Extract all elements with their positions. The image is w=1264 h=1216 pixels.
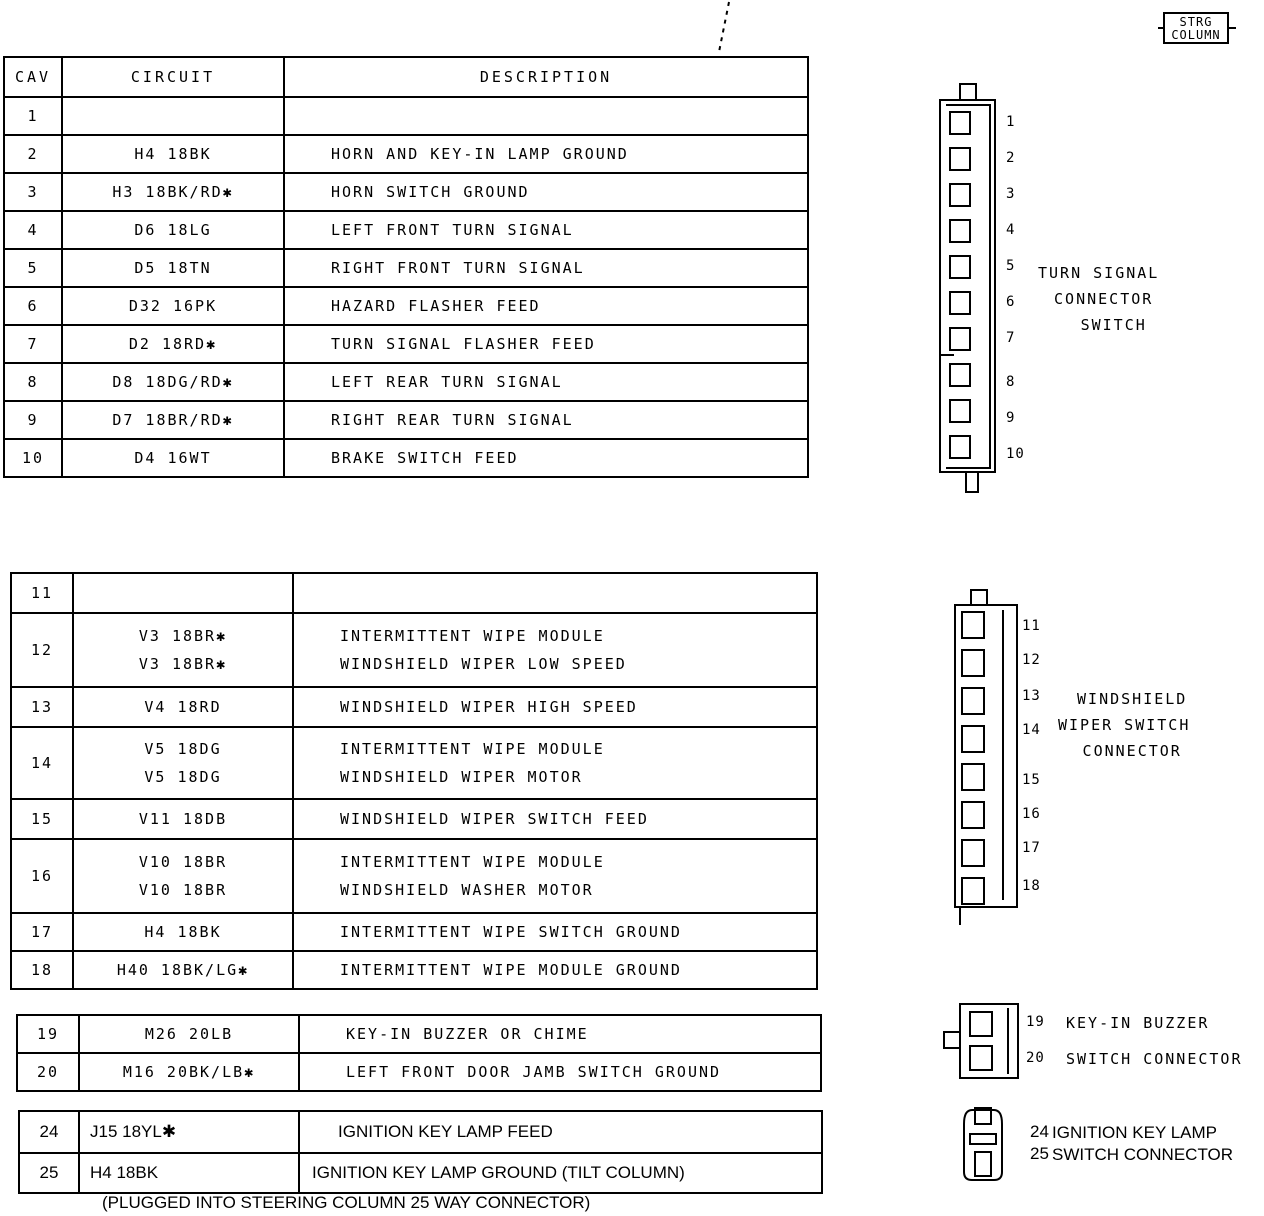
pin-number: 2 [1006,150,1016,166]
description-cell [284,249,808,287]
pin-number: 8 [1006,374,1016,390]
wiper-label [1058,686,1190,764]
description-cell [293,913,817,951]
table-row [4,401,808,439]
circuit-cell [73,573,293,613]
description-cell-line: HORN SWITCH GROUND [331,183,530,201]
description-cell-line: HORN AND KEY-IN LAMP GROUND [331,145,629,163]
pin-number: 9 [1006,410,1016,426]
label-line: WIPER SWITCH [1058,716,1191,734]
turn-signal-table [3,56,809,478]
table-row [4,249,808,287]
cav-cell: 7 [4,325,62,363]
description-cell-line: INTERMITTENT WIPE MODULE [340,627,605,645]
circuit-cell-line: V3 18BR✱ [138,627,228,645]
table-row [4,363,808,401]
header-circuit: CIRCUIT [62,57,284,97]
table-row [11,799,817,839]
description-cell [284,211,808,249]
table-header-row [4,57,808,97]
circuit-cell [73,687,293,727]
description-cell [299,1015,821,1053]
label-line: CONNECTOR [1054,290,1154,308]
pin-number: 12 [1022,652,1041,668]
circuit-cell [62,211,284,249]
pin-number: 24 [1030,1122,1049,1141]
description-cell-line: TURN SIGNAL FLASHER FEED [331,335,596,353]
description-cell-line: HAZARD FLASHER FEED [331,297,541,315]
table-row [19,1153,822,1193]
description-cell [293,839,817,913]
circuit-cell-line: H4 18BK [134,145,212,163]
circuit-cell [73,913,293,951]
turn-signal-label [1038,260,1159,338]
circuit-cell-line: H4 18BK [144,923,222,941]
cav-cell: 16 [11,839,73,913]
circuit-cell [62,363,284,401]
circuit-cell [62,173,284,211]
cav-cell: 20 [17,1053,79,1091]
pin-number: 15 [1022,772,1041,788]
cav-cell: 17 [11,913,73,951]
description-cell [299,1111,822,1153]
description-cell [284,363,808,401]
pin-number: 5 [1006,258,1016,274]
description-cell-line: LEFT FRONT TURN SIGNAL [331,221,574,239]
circuit-cell [73,613,293,687]
circuit-cell [62,97,284,135]
buzzer-connector-shape [944,1004,1018,1078]
pin-number: 19 [1026,1014,1045,1030]
table-row [17,1053,821,1091]
description-cell-line: LEFT FRONT DOOR JAMB SWITCH GROUND [346,1063,722,1081]
table-row [11,613,817,687]
description-cell-line: INTERMITTENT WIPE SWITCH GROUND [340,923,682,941]
header-description: DESCRIPTION [284,57,808,97]
circuit-cell-line: J15 18YL✱ [90,1122,177,1141]
description-cell-line: IGNITION KEY LAMP GROUND (TILT COLUMN) [312,1163,685,1182]
table-row [4,173,808,211]
circuit-cell-line: H3 18BK/RD✱ [112,183,234,201]
table-row [4,135,808,173]
description-cell [293,613,817,687]
turn-signal-connector-shape [940,84,995,492]
pin-number: 16 [1022,806,1041,822]
circuit-cell [79,1015,299,1053]
circuit-cell [73,727,293,799]
circuit-cell-line: D5 18TN [134,259,212,277]
cav-cell: 24 [19,1111,79,1153]
cav-cell: 4 [4,211,62,249]
circuit-cell [73,951,293,989]
pin-number: 25 [1030,1144,1049,1163]
cav-cell: 6 [4,287,62,325]
cav-cell: 5 [4,249,62,287]
table-row [19,1111,822,1153]
cav-cell: 2 [4,135,62,173]
description-cell [284,401,808,439]
description-cell-line: LEFT REAR TURN SIGNAL [331,373,563,391]
description-cell [284,97,808,135]
cav-cell: 19 [17,1015,79,1053]
cav-cell: 10 [4,439,62,477]
description-cell [284,135,808,173]
description-cell-line: WINDSHIELD WIPER LOW SPEED [340,655,627,673]
description-cell-line: RIGHT REAR TURN SIGNAL [331,411,574,429]
description-cell-line: WINDSHIELD WIPER HIGH SPEED [340,698,638,716]
table-row [11,839,817,913]
circuit-cell [62,287,284,325]
circuit-cell-line: M16 20BK/LB✱ [122,1063,256,1081]
circuit-cell-line: V4 18RD [144,698,222,716]
description-cell-line: KEY-IN BUZZER OR CHIME [346,1025,589,1043]
table-row [4,439,808,477]
column-label: COLUMN [1171,28,1221,42]
buzzer-label-2: SWITCH CONNECTOR [1066,1050,1243,1068]
table-row [11,687,817,727]
circuit-cell-line: M26 20LB [144,1025,234,1043]
cav-cell: 25 [19,1153,79,1193]
description-cell-line: INTERMITTENT WIPE MODULE [340,853,605,871]
cav-cell: 8 [4,363,62,401]
cav-cell: 14 [11,727,73,799]
circuit-cell-line: H40 18BK/LG✱ [116,961,250,979]
pin-number: 18 [1022,878,1041,894]
label-line: TURN SIGNAL [1038,264,1160,282]
circuit-cell-line: V10 18BR [138,853,228,871]
description-cell-line: WINDSHIELD WIPER MOTOR [340,768,583,786]
description-cell-line: INTERMITTENT WIPE MODULE GROUND [340,961,682,979]
table-row [4,97,808,135]
circuit-cell-line: V5 18DG [144,740,222,758]
circuit-cell [62,249,284,287]
circuit-cell-line: D7 18BR/RD✱ [112,411,234,429]
header-cav: CAV [4,57,62,97]
table-row [4,211,808,249]
ignition-connector-shape [964,1108,1002,1180]
circuit-cell-line: D8 18DG/RD✱ [112,373,234,391]
circuit-cell-line: V5 18DG [144,768,222,786]
pin-number: 17 [1022,840,1041,856]
table-row [11,727,817,799]
description-cell [293,799,817,839]
circuit-cell-line: D32 16PK [128,297,218,315]
description-cell-line: BRAKE SWITCH FEED [331,449,519,467]
cav-cell: 15 [11,799,73,839]
pin-number: 1 [1006,114,1016,130]
steering-column-box [1163,12,1229,44]
table-row [11,913,817,951]
table-row [4,287,808,325]
cav-cell: 13 [11,687,73,727]
label-line: WINDSHIELD [1077,690,1188,708]
cav-cell: 1 [4,97,62,135]
circuit-cell-line: V10 18BR [138,881,228,899]
description-cell [284,439,808,477]
description-cell [299,1153,822,1193]
circuit-cell [79,1111,299,1153]
description-cell-line: IGNITION KEY LAMP FEED [338,1122,553,1141]
circuit-cell-line: D2 18RD✱ [128,335,218,353]
circuit-cell [62,401,284,439]
pin-number: 20 [1026,1050,1045,1066]
pin-number: 6 [1006,294,1016,310]
cav-cell: 12 [11,613,73,687]
circuit-cell [73,799,293,839]
pin-number: 10 [1006,446,1025,462]
description-cell-line: WINDSHIELD WASHER MOTOR [340,881,594,899]
wiper-table [10,572,818,990]
description-cell [293,951,817,989]
label-line: SWITCH [1080,316,1147,334]
circuit-cell [73,839,293,913]
description-cell [293,573,817,613]
pin-number: 7 [1006,330,1016,346]
pin-number: 11 [1022,618,1041,634]
description-cell [293,687,817,727]
description-cell-line: WINDSHIELD WIPER SWITCH FEED [340,810,649,828]
pin-number: 3 [1006,186,1016,202]
strg-label: STRG [1179,15,1213,29]
circuit-cell-line: V3 18BR✱ [138,655,228,673]
ignition-label-2: SWITCH CONNECTOR [1052,1145,1234,1164]
cav-cell: 9 [4,401,62,439]
wiper-connector-shape [955,590,1017,925]
circuit-cell-line: H4 18BK [90,1163,159,1182]
description-cell [293,727,817,799]
pin-number: 13 [1022,688,1041,704]
circuit-cell [62,439,284,477]
description-cell-line: INTERMITTENT WIPE MODULE [340,740,605,758]
table-row [11,573,817,613]
circuit-cell [62,325,284,363]
buzzer-table [16,1014,822,1092]
cav-cell: 3 [4,173,62,211]
circuit-cell [62,135,284,173]
buzzer-label-1: KEY-IN BUZZER [1066,1014,1210,1032]
description-cell [284,287,808,325]
table-row [4,325,808,363]
pin-number: 14 [1022,722,1041,738]
table-row [11,951,817,989]
ignition-label-1: IGNITION KEY LAMP [1052,1123,1218,1142]
description-cell [284,325,808,363]
pin-number: 4 [1006,222,1016,238]
description-cell [299,1053,821,1091]
circuit-cell-line: D6 18LG [134,221,212,239]
cav-cell: 18 [11,951,73,989]
cav-cell: 11 [11,573,73,613]
table-footnote: (PLUGGED INTO STEERING COLUMN 25 WAY CONNECTOR) [102,1193,591,1212]
ignition-table [18,1110,823,1194]
description-cell-line: RIGHT FRONT TURN SIGNAL [331,259,585,277]
circuit-cell [79,1053,299,1091]
label-line: CONNECTOR [1082,742,1182,760]
table-row [17,1015,821,1053]
circuit-cell-line: D4 16WT [134,449,212,467]
description-cell [284,173,808,211]
circuit-cell [79,1153,299,1193]
circuit-cell-line: V11 18DB [138,810,228,828]
